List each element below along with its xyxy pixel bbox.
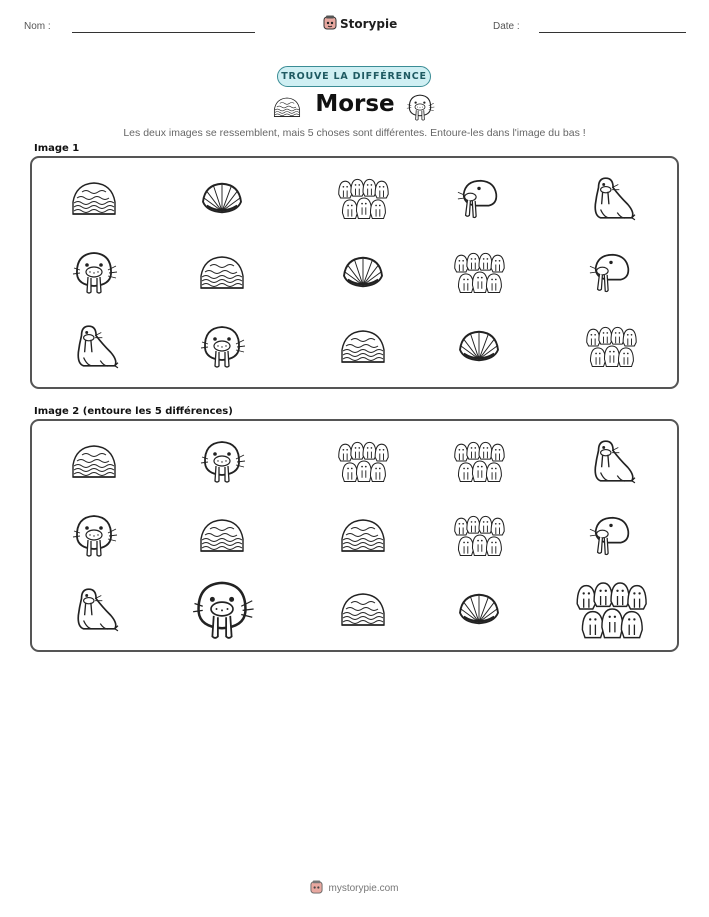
walrus-face-icon (405, 92, 435, 122)
brand-name: Storypie (340, 17, 398, 31)
walrus-icon[interactable] (69, 584, 119, 634)
walrus-herd-icon (335, 174, 391, 222)
brand-logo (323, 15, 397, 33)
ice-floe-icon (69, 178, 119, 218)
footer (0, 880, 709, 897)
walrus-herd-icon (451, 248, 507, 296)
walrus-head-icon[interactable] (588, 512, 634, 558)
walrus-face-icon (198, 322, 246, 370)
date-line[interactable] (539, 32, 686, 33)
walrus-icon (586, 173, 636, 223)
walrus-face-icon[interactable] (198, 437, 246, 485)
image2-label: Image 2 (entoure les 5 différences) (34, 406, 233, 417)
walrus-head-icon (456, 175, 502, 221)
image1-label: Image 1 (34, 143, 80, 154)
walrus-herd-icon[interactable] (451, 437, 507, 485)
name-label: Nom : (24, 21, 51, 32)
worksheet-badge: TROUVE LA DIFFÉRENCE (277, 66, 431, 87)
walrus-herd-icon[interactable] (335, 437, 391, 485)
ice-floe-icon (197, 252, 247, 292)
clam-icon (455, 327, 503, 365)
ice-floe-icon[interactable] (69, 441, 119, 481)
storypie-mascot-icon (310, 880, 323, 897)
image2-panel[interactable] (30, 419, 679, 652)
walrus-herd-icon (583, 322, 639, 370)
instructions-text: Les deux images se ressemblent, mais 5 choses sont différentes. Entoure-les dans l'image du bas ! (123, 127, 586, 139)
ice-floe-icon (271, 95, 303, 119)
ice-floe-icon[interactable] (338, 515, 388, 555)
clam-icon (339, 253, 387, 291)
walrus-face-icon (70, 248, 118, 296)
footer-url[interactable]: mystorypie.com (328, 883, 399, 894)
walrus-herd-icon[interactable] (572, 576, 650, 642)
ice-floe-icon[interactable] (197, 515, 247, 555)
walrus-herd-icon[interactable] (451, 511, 507, 559)
page-title: Morse (315, 91, 395, 117)
walrus-head-icon (588, 249, 634, 295)
name-line[interactable] (72, 32, 255, 33)
ice-floe-icon (338, 326, 388, 366)
walrus-face-icon[interactable] (70, 511, 118, 559)
walrus-icon[interactable] (586, 436, 636, 486)
date-label: Date : (493, 21, 520, 32)
ice-floe-icon[interactable] (338, 589, 388, 629)
walrus-face-icon[interactable] (189, 576, 255, 642)
walrus-icon (69, 321, 119, 371)
storypie-mascot-icon (323, 15, 337, 33)
image1-panel (30, 156, 679, 389)
clam-icon (198, 179, 246, 217)
clam-icon[interactable] (455, 590, 503, 628)
